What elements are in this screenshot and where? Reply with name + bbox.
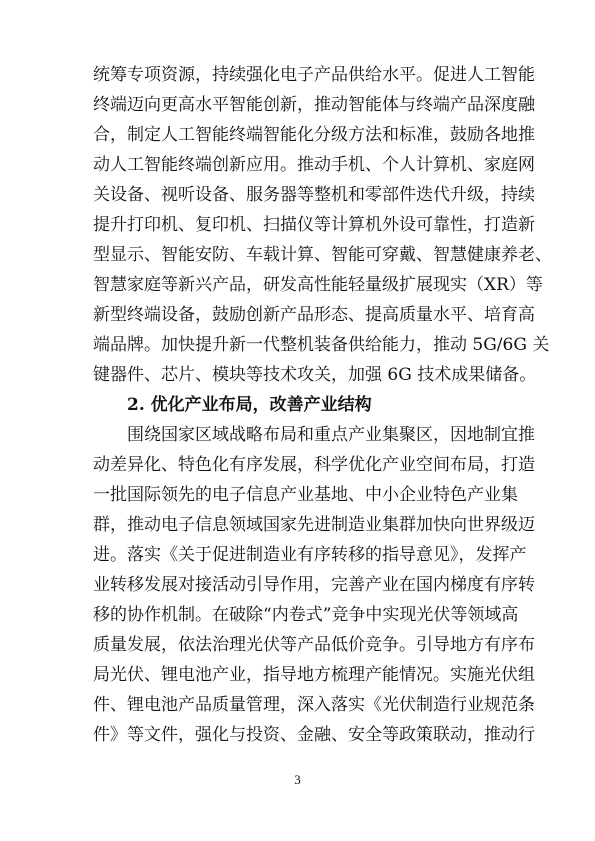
paragraph-line: 键器件、芯片、模块等技术攻关，加强 6G 技术成果储备。: [93, 365, 537, 385]
paragraph-line: 移的协作机制。在破除“内卷式”竞争中实现光伏等领域高: [93, 605, 519, 625]
paragraph-line: 群，推动电子信息领域国家先进制造业集群加快向世界级迈: [93, 515, 535, 535]
paragraph-line: 局光伏、锂电池产业，指导地方梳理产能情况。实施光伏组: [93, 665, 535, 685]
paragraph-line: 动人工智能终端创新应用。推动手机、个人计算机、家庭网: [93, 155, 535, 175]
paragraph-line: 提升打印机、复印机、扫描仪等计算机外设可靠性，打造新: [93, 215, 535, 235]
paragraph-line: 围绕国家区域战略布局和重点产业集聚区，因地制宜推: [127, 425, 535, 445]
paragraph-line: 新型终端设备，鼓励创新产品形态、提高质量水平、培育高: [93, 305, 535, 325]
paragraph-line: 端品牌。加快提升新一代整机装备供给能力，推动 5G/6G 关: [93, 335, 550, 355]
paragraph-line: 统筹专项资源，持续强化电子产品供给水平。促进人工智能: [93, 65, 535, 85]
paragraph-line: 业转移发展对接活动引导作用，完善产业在国内梯度有序转: [93, 575, 535, 595]
paragraph-line: 型显示、智能安防、车载计算、智能可穿戴、智慧健康养老、: [93, 245, 552, 265]
paragraph-line: 进。落实《关于促进制造业有序转移的指导意见》，发挥产: [93, 545, 527, 565]
paragraph-line: 件》等文件，强化与投资、金融、安全等政策联动，推动行: [93, 725, 535, 745]
paragraph-line: 智慧家庭等新兴产品，研发高性能轻量级扩展现实（XR）等: [93, 275, 543, 295]
paragraph-line: 质量发展，依法治理光伏等产品低价竞争。引导地方有序布: [93, 635, 535, 655]
paragraph-line: 合，制定人工智能终端智能化分级方法和标准，鼓励各地推: [93, 125, 535, 145]
page-number: 3: [294, 772, 301, 787]
paragraph-line: 终端迈向更高水平智能创新，推动智能体与终端产品深度融: [93, 95, 535, 115]
paragraph-line: 动差异化、特色化有序发展，科学优化产业空间布局，打造: [93, 455, 535, 475]
section-heading: 2. 优化产业布局，改善产业结构: [127, 395, 372, 415]
paragraph-line: 一批国际领先的电子信息产业基地、中小企业特色产业集: [93, 485, 518, 505]
paragraph-line: 件、锂电池产品质量管理，深入落实《光伏制造行业规范条: [93, 695, 535, 715]
paragraph-line: 关设备、视听设备、服务器等整机和零部件迭代升级，持续: [93, 185, 535, 205]
